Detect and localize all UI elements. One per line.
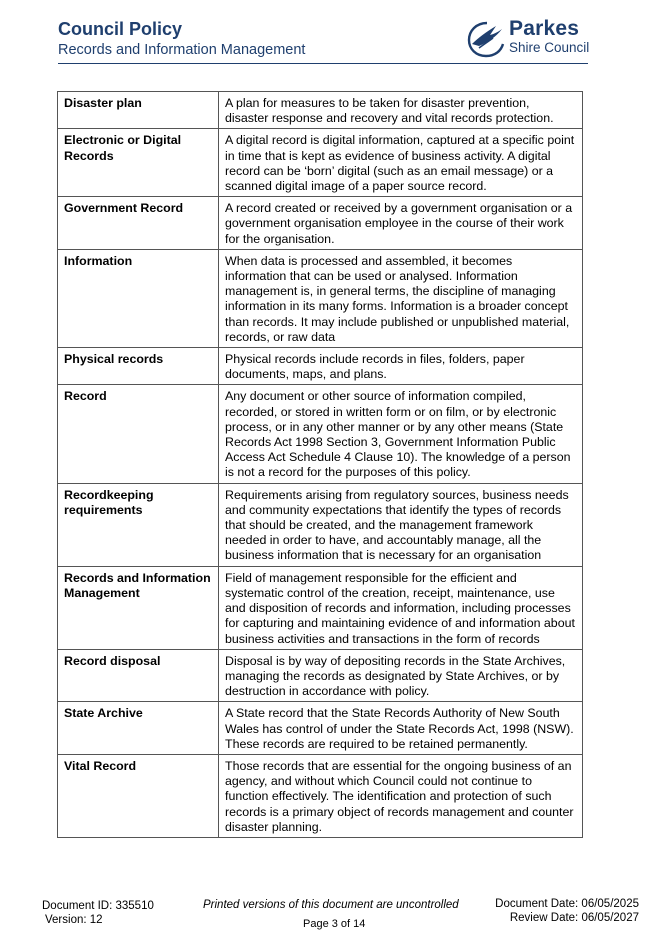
definition-text: A digital record is digital information, captured at a specific point in time that is kept as evidence of business activity. A digital record can be ‘born’ digital (such as an email message) or a scanned digital image of a paper source record. — [219, 129, 583, 197]
definition-term: Government Record — [58, 197, 219, 250]
logo-wordmark: Parkes — [509, 17, 580, 40]
document-date: Document Date: 06/05/2025 — [495, 898, 639, 910]
document-subtitle: Records and Information Management — [58, 42, 306, 58]
definition-text: Any document or other source of information compiled, recorded, or stored in written form or on film, or by electronic process, or in any other manner or by any other means (State Records Act 1998 Section 3, Government Information Public Access Act Schedule 4 Clause 10). The knowledge of a person is not a record for the purposes of this policy. — [219, 385, 583, 483]
definition-row — [58, 129, 583, 197]
definition-row — [58, 348, 583, 385]
uncontrolled-notice: Printed versions of this document are uncontrolled — [203, 899, 459, 911]
definition-row — [58, 754, 583, 837]
review-date: Review Date: 06/05/2027 — [509, 912, 639, 924]
definition-row — [58, 249, 583, 347]
document-version: Version: 12 — [45, 914, 103, 926]
definition-text: A record created or received by a government organisation or a government organisation employee in the course of their work for the organisation. — [219, 197, 583, 250]
parkes-swoosh-icon — [466, 18, 508, 60]
definition-text: Those records that are essential for the ongoing business of an agency, and without which Council could not continue to function effectively. The identification and protection of such records is a primary object of records management and counter disaster planning. — [219, 754, 583, 837]
definition-text: Field of management responsible for the efficient and systematic control of the creation, receipt, maintenance, use and disposition of records and information, including processes for capturing and maintaining evidence of and information about business activities and transactions in the form of records — [219, 566, 583, 649]
definition-row — [58, 649, 583, 702]
page-footer — [0, 896, 645, 934]
council-logo — [466, 18, 590, 60]
definition-text: A plan for measures to be taken for disaster prevention, disaster response and recovery and vital records protection. — [219, 92, 583, 129]
footer-document-info — [42, 899, 154, 927]
definition-term: Electronic or Digital Records — [58, 129, 219, 197]
definition-term: Physical records — [58, 348, 219, 385]
definition-text: A State record that the State Records Authority of New South Wales has control of under the State Records Act, 1998 (NSW). These records are required to be retained permanently. — [219, 702, 583, 755]
definition-text: When data is processed and assembled, it becomes information that can be used or analysed. Information management is, in general terms, the discipline of managing information in its many forms. Information is a broader concept than records. It may include published or unpublished material, records, or raw data — [219, 249, 583, 347]
header-divider — [58, 63, 588, 64]
definition-term: Record disposal — [58, 649, 219, 702]
definition-row — [58, 385, 583, 483]
definition-row — [58, 92, 583, 129]
definition-row — [58, 702, 583, 755]
document-id: Document ID: 335510 — [42, 900, 154, 912]
document-title: Council Policy — [58, 19, 183, 39]
definition-row — [58, 566, 583, 649]
definition-term: Recordkeeping requirements — [58, 483, 219, 566]
definition-term: State Archive — [58, 702, 219, 755]
definition-row — [58, 197, 583, 250]
definition-term: Information — [58, 249, 219, 347]
definition-term: Disaster plan — [58, 92, 219, 129]
definition-text: Physical records include records in files, folders, paper documents, maps, and plans. — [219, 348, 583, 385]
definition-term: Vital Record — [58, 754, 219, 837]
logo-tagline: Shire Council — [509, 40, 590, 55]
definition-term: Records and Information Management — [58, 566, 219, 649]
definition-row — [58, 483, 583, 566]
page-header — [0, 0, 645, 68]
definition-text: Disposal is by way of depositing records in the State Archives, managing the records as designated by State Archives, or by destruction in accordance with policy. — [219, 649, 583, 702]
definitions-table — [57, 91, 583, 838]
page-number: Page 3 of 14 — [303, 918, 366, 930]
definition-term: Record — [58, 385, 219, 483]
footer-dates — [495, 897, 639, 925]
definition-text: Requirements arising from regulatory sources, business needs and community expectations that identify the types of records that should be created, and the management framework needed in order to have, and accountably manage, all the business information that is necessary for an organisation — [219, 483, 583, 566]
